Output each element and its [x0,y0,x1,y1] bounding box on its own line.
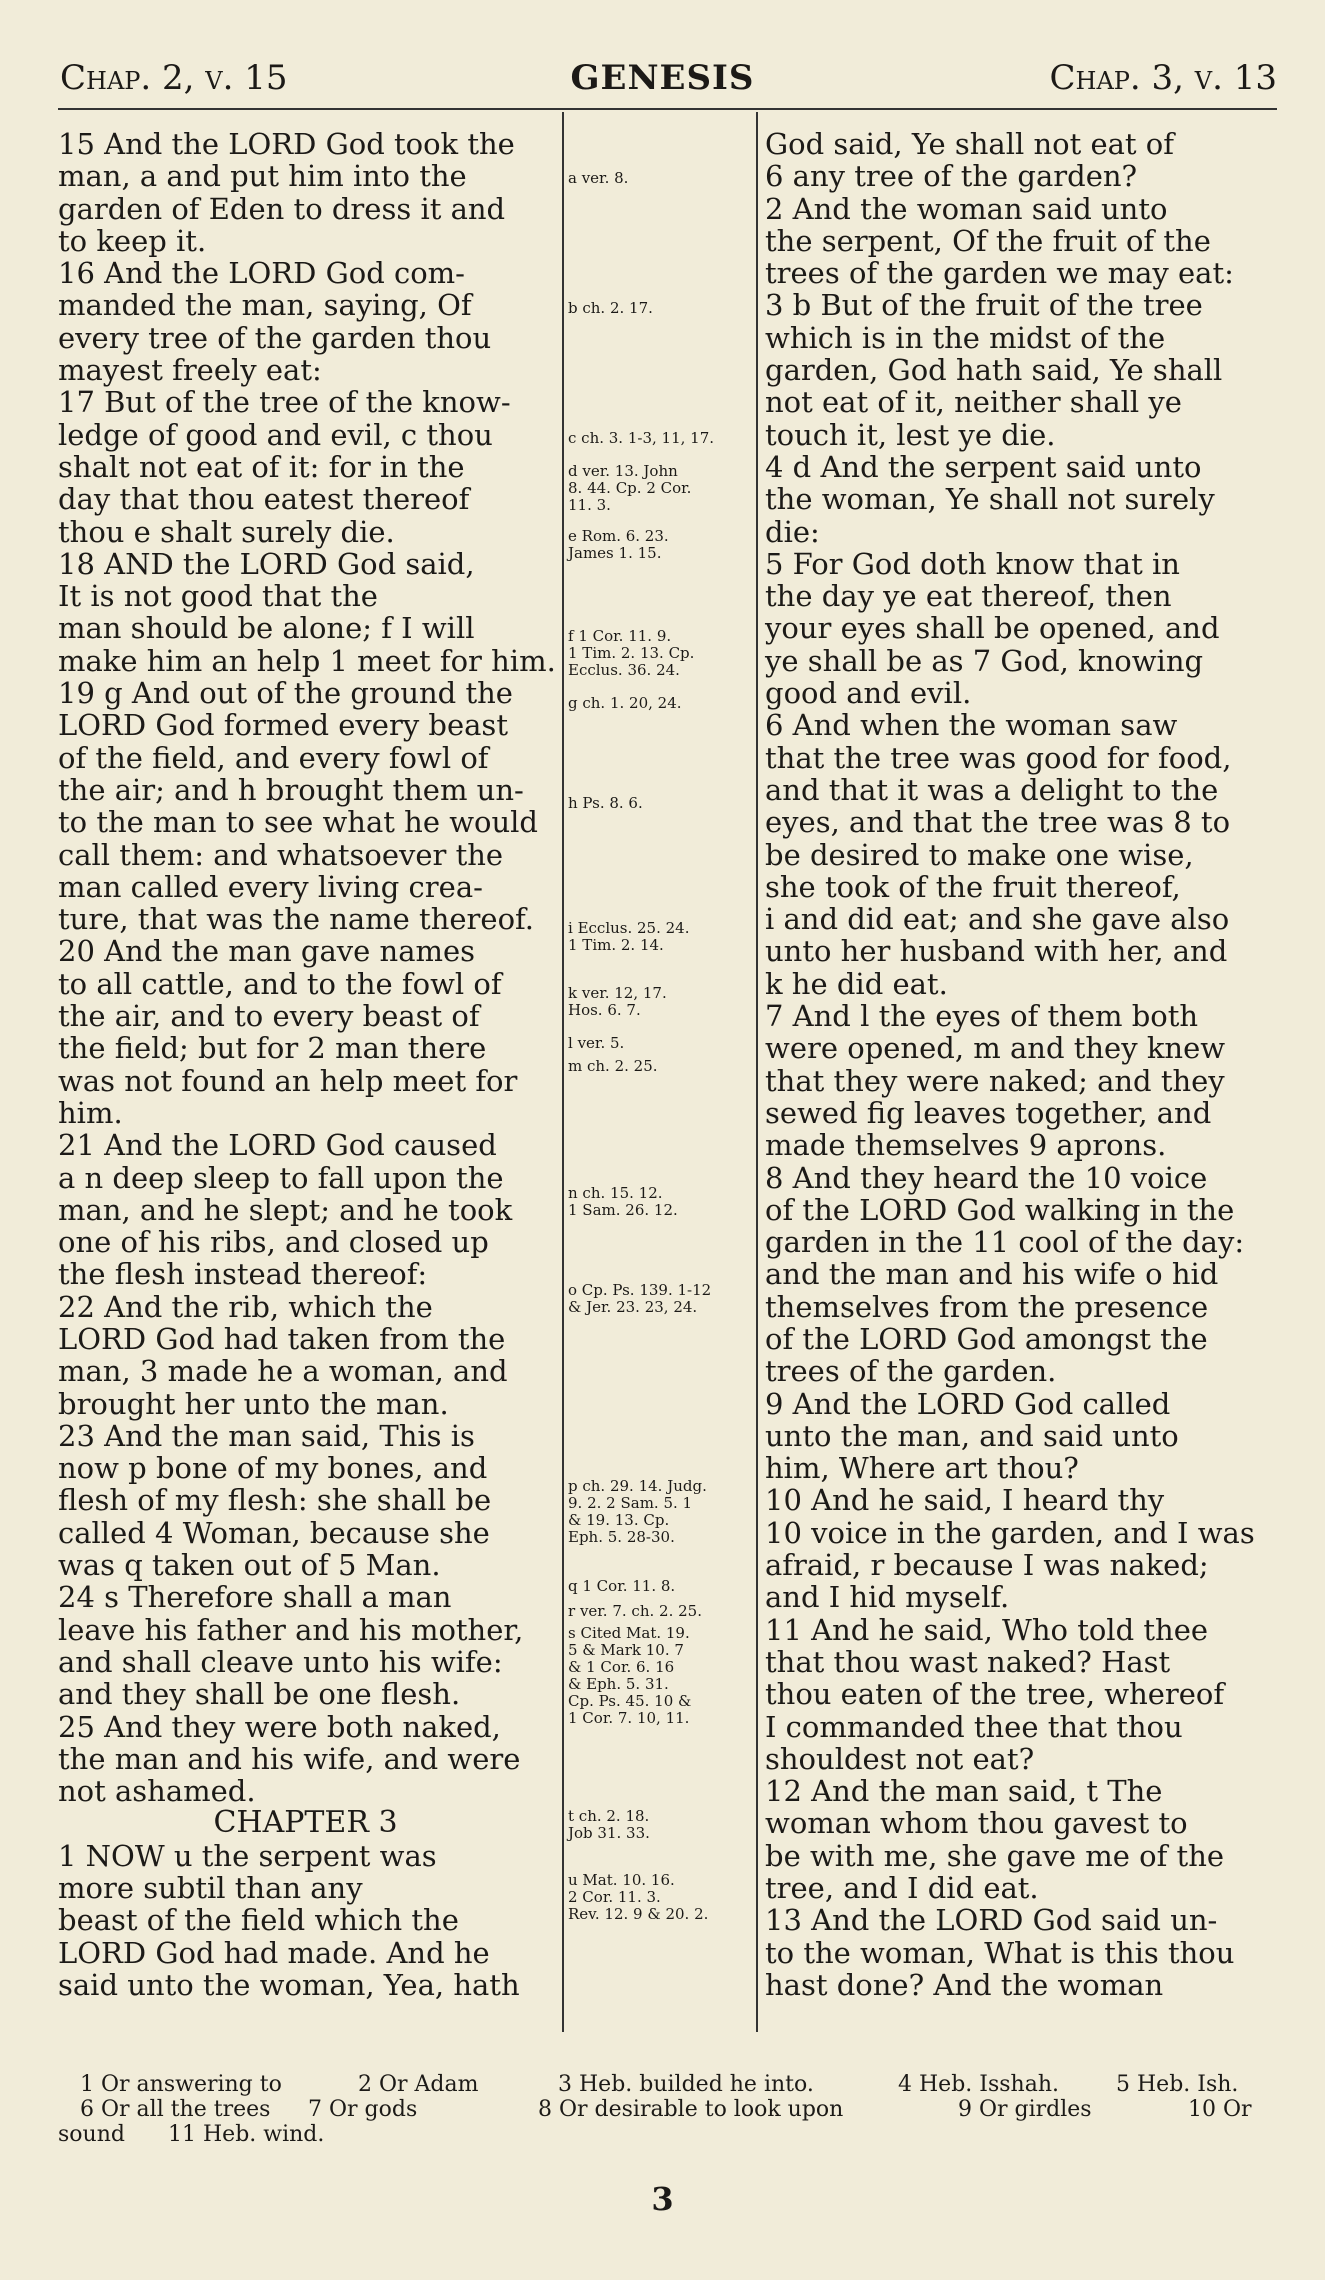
text-line: 18 AND the LORD God said, [58,546,475,581]
reference-line: Cp. Ps. 45. 10 & [568,1692,692,1710]
text-line: 22 And the rib, which the [58,1289,433,1324]
reference-line: l ver. 5. [568,1034,625,1052]
footnote: 9 Or girdles [958,2097,1092,2122]
text-line: eyes, and that the tree was 8 to [765,805,1231,840]
text-line: beast of the field which the [58,1903,459,1938]
text-line: garden of Eden to dress it and [58,191,506,226]
text-line: 10 voice in the garden, and I was [765,1515,1255,1550]
reference-line: & Eph. 5. 31. [568,1675,669,1693]
reference-line: i Ecclus. 25. 24. [568,919,690,937]
cross-reference [568,920,753,954]
footnote: 3 Heb. builded he into. [558,2072,814,2097]
reference-line: d ver. 13. John [568,462,678,480]
text-line: of the LORD God amongst the [765,1321,1208,1356]
text-line: man, 3 made he a woman, and [58,1354,508,1389]
reference-line: q 1 Cor. 11. 8. [568,1577,676,1595]
text-line: day that thou eatest thereof [58,482,470,517]
text-line: not ashamed. [58,1774,256,1809]
reference-line: g ch. 1. 20, 24. [568,694,682,712]
chapter-verse-start: Chap. 2, v. 15 [60,58,288,98]
cross-reference [568,1872,753,1923]
text-line: 25 And they were both naked, [58,1709,501,1744]
text-line: themselves from the presence [765,1289,1209,1324]
reference-line: Hos. 6. 7. [568,1001,641,1019]
text-line: 2 And the woman said unto [765,191,1168,226]
reference-line: 5 & Mark 10. 7 [568,1641,684,1659]
text-line: not eat of it, neither shall ye [765,385,1182,420]
reference-line: Job 31. 33. [568,1824,650,1842]
text-line: 9 And the LORD God called [765,1386,1171,1421]
text-line: of the LORD God walking in the [765,1192,1235,1227]
text-line: woman whom thou gavest to [765,1806,1188,1841]
reference-line: Rev. 12. 9 & 20. 2. [568,1905,709,1923]
reference-line: a ver. 8. [568,169,629,187]
reference-line: o Cp. Ps. 139. 1-12 [568,1281,712,1299]
text-line: I commanded thee that thou [765,1709,1183,1744]
text-line: the flesh instead thereof: [58,1257,428,1292]
footnote: 6 Or all the trees [80,2097,271,2122]
reference-line: m ch. 2. 25. [568,1057,658,1075]
chapter-verse-end: Chap. 3, v. 13 [1049,58,1277,98]
cross-reference [568,1282,753,1316]
text-line: and the man and his wife o hid [765,1257,1219,1292]
text-line: 3 b But of the fruit of the tree [765,288,1203,323]
text-line: leave his father and his mother, [58,1612,524,1647]
text-line: man should be alone; f I will [58,611,475,646]
text-line: k he did eat. [765,966,948,1001]
text-line: 10 And he said, I heard thy [765,1483,1165,1518]
footnote: 5 Heb. Ish. [1116,2072,1239,2097]
text-line: the woman, Ye shall not surely [765,482,1215,517]
text-line: sewed fig leaves together, and [765,1095,1212,1130]
text-line: to the man to see what he would [58,805,539,840]
text-line: 11 And he said, Who told thee [765,1612,1209,1647]
reference-line: r ver. 7. ch. 2. 25. [568,1602,702,1620]
text-line: trees of the garden. [765,1354,1057,1389]
text-line: garden in the 11 cool of the day: [765,1225,1245,1260]
text-line: 7 And l the eyes of them both [765,999,1199,1034]
cross-reference [568,695,753,712]
footnote: 7 Or gods [308,2097,418,2122]
text-line: be with me, she gave me of the [765,1838,1225,1873]
cross-reference [568,1185,753,1219]
text-line: CHAPTER 3 [213,1805,398,1841]
text-line: 20 And the man gave names [58,934,476,969]
footnote: 1 Or answering to [80,2072,282,2097]
cross-reference [568,985,753,1019]
reference-line: e Rom. 6. 23. [568,527,669,545]
text-line: mayest freely eat: [58,353,322,388]
text-line: call them: and whatsoever the [58,837,504,872]
text-line: every tree of the garden thou [58,320,492,355]
cross-reference [568,628,753,679]
text-line: 16 And the LORD God com- [58,256,465,291]
text-line: man, and he slept; and he took [58,1192,513,1227]
text-line: thou e shalt surely die. [58,514,395,549]
text-line: garden, God hath said, Ye shall [765,353,1223,388]
text-line: said unto the woman, Yea, hath [58,1967,520,2002]
text-line: unto her husband with her, and [765,934,1228,969]
text-line: 23 And the man said, This is [58,1418,475,1453]
cross-reference [568,430,753,447]
cross-reference [568,1035,753,1052]
reference-line: k ver. 12, 17. [568,984,667,1002]
column-divider-left [562,112,564,2032]
text-line: 5 For God doth know that in [765,546,1180,581]
reference-line: h Ps. 8. 6. [568,794,643,812]
text-line: that thou wast naked? Hast [765,1644,1171,1679]
text-line: good and evil. [765,676,972,711]
text-line: ye shall be as 7 God, knowing [765,643,1204,678]
text-line: 15 And the LORD God took the [58,127,515,161]
text-line: flesh of my flesh: she shall be [58,1483,492,1518]
reference-line: 1 Sam. 26. 12. [568,1201,678,1219]
cross-reference [568,1625,753,1727]
text-line: i and did eat; and she gave also [765,902,1230,937]
reference-line: 1 Tim. 2. 14. [568,936,664,954]
reference-line: b ch. 2. 17. [568,299,653,317]
text-line: 6 And when the woman saw [765,708,1178,743]
right-text-column [765,128,1275,2001]
text-line: ledge of good and evil, c thou [58,417,493,452]
reference-line: Eph. 5. 28-30. [568,1528,675,1546]
text-line: 12 And the man said, t The [765,1774,1163,1809]
footnote: 8 Or desirable to look upon [538,2097,844,2122]
text-line: your eyes shall be opened, and [765,611,1220,646]
cross-reference [568,1478,753,1546]
text-line: were opened, m and they knew [765,1031,1226,1066]
text-line: which is in the midst of the [765,320,1166,355]
text-line: be desired to make one wise, [765,837,1194,872]
text-line: to keep it. [58,223,207,258]
text-line: made themselves 9 aprons. [765,1128,1167,1163]
reference-line: Ecclus. 36. 24. [568,661,680,679]
text-line: and shall cleave unto his wife: [58,1644,503,1679]
cross-reference [568,300,753,317]
text-line: now p bone of my bones, and [58,1451,488,1486]
reference-line: u Mat. 10. 16. [568,1871,675,1889]
footnote: 11 Heb. wind. [168,2122,325,2147]
footnote: sound [58,2122,125,2147]
reference-line: 1 Cor. 7. 10, 11. [568,1709,690,1727]
cross-reference [568,1058,753,1075]
text-line: It is not good that the [58,579,378,614]
book-title: GENESIS [570,58,755,98]
text-line: LORD God had made. And he [58,1935,490,1970]
text-line: him, Where art thou? [765,1451,1079,1486]
reference-line: 1 Tim. 2. 13. Cp. [568,644,695,662]
footnote: 10 Or [1188,2097,1252,2122]
text-line: him. [58,1095,123,1130]
column-divider-right [756,112,758,2032]
reference-line: & 1 Cor. 6. 16 [568,1658,675,1676]
reference-line: & Jer. 23. 23, 24. [568,1298,698,1316]
text-line: shalt not eat of it: for in the [58,449,465,484]
text-line: die: [765,514,820,549]
text-line: was not found an help meet for [58,1063,518,1098]
left-text-column [58,127,556,2002]
reference-line: & 19. 13. Cp. [568,1511,670,1529]
text-line: man, a and put him into the [58,159,467,194]
text-line: that they were naked; and they [765,1063,1225,1098]
text-line: shouldest not eat? [765,1741,1035,1776]
text-line: hast done? And the woman [765,1967,1164,2002]
text-line: to all cattle, and to the fowl of [58,966,502,1001]
text-line: to the woman, What is this thou [765,1935,1235,1970]
cross-reference [568,170,753,187]
reference-line: c ch. 3. 1-3, 11, 17. [568,429,715,447]
text-line: afraid, r because I was naked; [765,1548,1209,1583]
reference-line: James 1. 15. [568,544,662,562]
text-line: and they shall be one flesh. [58,1677,461,1712]
text-line: brought her unto the man. [58,1386,449,1421]
cross-reference [568,1603,753,1620]
reference-line: n ch. 15. 12. [568,1184,663,1202]
text-line: touch it, lest ye die. [765,417,1056,452]
footnote: 2 Or Adam [358,2072,479,2097]
cross-reference [568,1808,753,1842]
text-line: of the field, and every fowl of [58,740,489,775]
text-line: make him an help 1 meet for him. [58,643,556,678]
text-line: ture, that was the name thereof. [58,902,534,937]
text-line: the day ye eat thereof, then [765,579,1172,614]
cross-reference [568,1578,753,1595]
text-line: called 4 Woman, because she [58,1515,490,1550]
reference-line: t ch. 2. 18. [568,1807,650,1825]
text-line: and that it was a delight to the [765,772,1219,807]
text-line: that the tree was good for food, [765,740,1232,775]
cross-reference [568,463,753,514]
text-line: tree, and I did eat. [765,1871,1039,1906]
text-line: unto the man, and said unto [765,1418,1179,1453]
text-line: 21 And the LORD God caused [58,1128,497,1163]
cross-reference [568,528,753,562]
text-line: LORD God formed every beast [58,708,508,743]
reference-line: 11. 3. [568,496,611,514]
text-line: 6 any tree of the garden? [765,159,1138,194]
page-number: 3 [651,2180,674,2218]
reference-line: 8. 44. Cp. 2 Cor. [568,479,692,497]
text-line: 24 s Therefore shall a man [58,1580,452,1615]
text-line: trees of the garden we may eat: [765,256,1234,291]
text-line: 19 g And out of the ground the [58,676,513,711]
text-line: 1 NOW u the serpent was [58,1838,437,1873]
cross-reference [568,795,753,812]
text-line: the air; and h brought them un- [58,772,524,807]
text-line: 8 And they heard the 10 voice [765,1160,1208,1195]
header-rule [58,108,1277,110]
reference-line: 9. 2. 2 Sam. 5. 1 [568,1494,693,1512]
text-line: the serpent, Of the fruit of the [765,223,1211,258]
text-line: the field; but for 2 man there [58,1031,487,1066]
text-line: the air, and to every beast of [58,999,480,1034]
text-line: more subtil than any [58,1871,363,1906]
text-line: one of his ribs, and closed up [58,1225,489,1260]
text-line: 17 But of the tree of the know- [58,385,511,420]
text-line: man called every living crea- [58,869,483,904]
text-line: and I hid myself. [765,1580,1010,1615]
footnote: 4 Heb. Isshah. [898,2072,1059,2097]
text-line: manded the man, saying, Of [58,288,472,323]
text-line: 13 And the LORD God said un- [765,1903,1218,1938]
text-line: was q taken out of 5 Man. [58,1548,441,1583]
text-line: LORD God had taken from the [58,1321,506,1356]
reference-line: s Cited Mat. 19. [568,1624,690,1642]
reference-line: p ch. 29. 14. Judg. [568,1477,707,1495]
text-line: thou eaten of the tree, whereof [765,1677,1225,1712]
reference-line: 2 Cor. 11. 3. [568,1888,661,1906]
reference-line: f 1 Cor. 11. 9. [568,627,672,645]
text-line: God said, Ye shall not eat of [765,127,1175,161]
text-line: the man and his wife, and were [58,1741,521,1776]
text-line: a n deep sleep to fall upon the [58,1160,504,1195]
text-line: 4 d And the serpent said unto [765,449,1202,484]
text-line: she took of the fruit thereof, [765,869,1181,904]
